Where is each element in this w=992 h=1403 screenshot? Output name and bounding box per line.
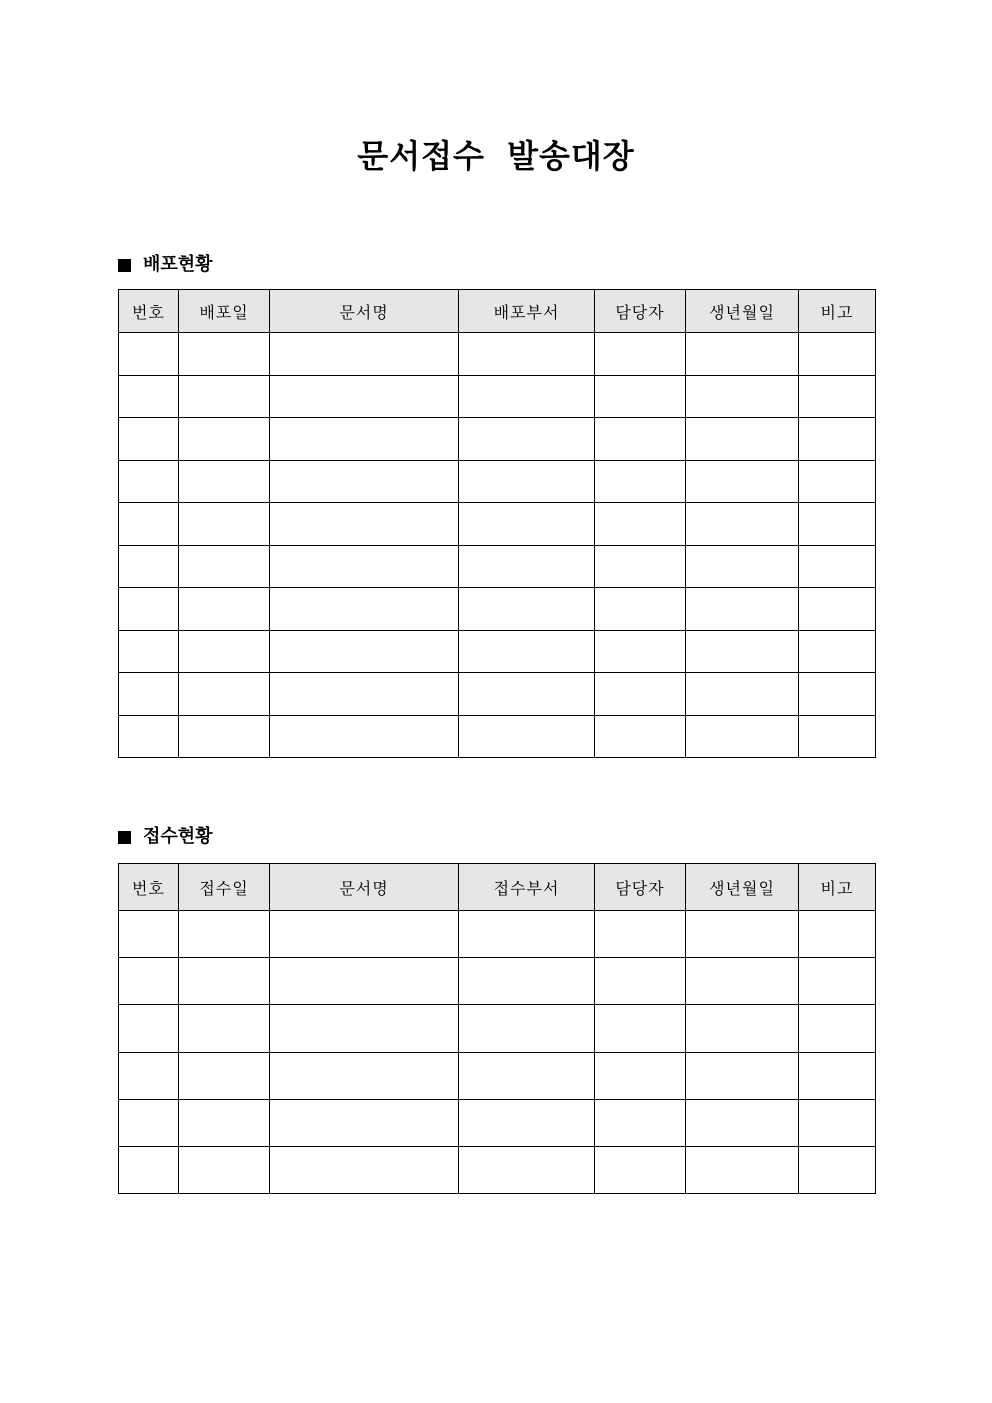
table-cell[interactable] <box>459 630 595 673</box>
table-cell[interactable] <box>686 1146 799 1193</box>
table-cell[interactable] <box>179 1146 270 1193</box>
table-cell[interactable] <box>595 418 686 461</box>
table-cell[interactable] <box>270 1005 459 1052</box>
table-cell[interactable] <box>686 1099 799 1146</box>
table-cell[interactable] <box>119 418 179 461</box>
section-heading-receipt <box>118 825 213 849</box>
table-cell[interactable] <box>686 630 799 673</box>
table-cell[interactable] <box>119 1099 179 1146</box>
table-cell[interactable] <box>119 1146 179 1193</box>
table-cell[interactable] <box>459 460 595 503</box>
table-cell[interactable] <box>799 588 876 631</box>
column-header: 생년월일 <box>686 864 799 911</box>
table-row <box>119 673 876 716</box>
table-cell[interactable] <box>595 333 686 376</box>
table-cell[interactable] <box>179 911 270 958</box>
column-header: 배포부서 <box>459 290 595 333</box>
column-header: 생년월일 <box>686 290 799 333</box>
table-cell[interactable] <box>179 545 270 588</box>
table-row <box>119 460 876 503</box>
table-cell[interactable] <box>799 503 876 546</box>
table-cell[interactable] <box>119 630 179 673</box>
table-cell[interactable] <box>270 333 459 376</box>
table-cell[interactable] <box>686 715 799 758</box>
table-row <box>119 375 876 418</box>
table-cell[interactable] <box>459 588 595 631</box>
table-cell[interactable] <box>799 545 876 588</box>
table-row <box>119 911 876 958</box>
table-row <box>119 630 876 673</box>
column-header: 담당자 <box>595 864 686 911</box>
table-cell[interactable] <box>179 1099 270 1146</box>
table-cell[interactable] <box>270 958 459 1005</box>
column-header: 비고 <box>799 864 876 911</box>
table-cell[interactable] <box>459 715 595 758</box>
table-cell[interactable] <box>595 460 686 503</box>
table-cell[interactable] <box>459 1052 595 1099</box>
table-cell[interactable] <box>595 958 686 1005</box>
table-cell[interactable] <box>459 911 595 958</box>
table-cell[interactable] <box>686 503 799 546</box>
table-row <box>119 1146 876 1193</box>
table-cell[interactable] <box>119 333 179 376</box>
table-cell[interactable] <box>119 545 179 588</box>
table-cell[interactable] <box>799 418 876 461</box>
table-cell[interactable] <box>270 418 459 461</box>
table-cell[interactable] <box>119 460 179 503</box>
table-cell[interactable] <box>119 911 179 958</box>
column-header: 비고 <box>799 290 876 333</box>
table-cell[interactable] <box>119 715 179 758</box>
receipt-table <box>118 863 876 1194</box>
table-cell[interactable] <box>799 673 876 716</box>
table-row <box>119 418 876 461</box>
table-cell[interactable] <box>595 503 686 546</box>
table-cell[interactable] <box>119 375 179 418</box>
table-cell[interactable] <box>686 333 799 376</box>
table-cell[interactable] <box>595 1146 686 1193</box>
table-cell[interactable] <box>179 418 270 461</box>
table-cell[interactable] <box>459 958 595 1005</box>
table-row <box>119 588 876 631</box>
table-cell[interactable] <box>686 1052 799 1099</box>
table-cell[interactable] <box>799 333 876 376</box>
table-row <box>119 1052 876 1099</box>
table-cell[interactable] <box>799 1052 876 1099</box>
table-cell[interactable] <box>459 333 595 376</box>
table-cell[interactable] <box>799 911 876 958</box>
table-cell[interactable] <box>595 1052 686 1099</box>
table-cell[interactable] <box>119 673 179 716</box>
table-cell[interactable] <box>270 588 459 631</box>
table-cell[interactable] <box>686 588 799 631</box>
table-cell[interactable] <box>686 460 799 503</box>
table-row <box>119 1005 876 1052</box>
table-row <box>119 503 876 546</box>
table-cell[interactable] <box>270 1099 459 1146</box>
table-cell[interactable] <box>595 715 686 758</box>
table-cell[interactable] <box>686 1005 799 1052</box>
table-cell[interactable] <box>270 673 459 716</box>
table-row <box>119 333 876 376</box>
table-cell[interactable] <box>179 958 270 1005</box>
table-header-row <box>119 290 876 333</box>
table-cell[interactable] <box>686 911 799 958</box>
table-cell[interactable] <box>270 1052 459 1099</box>
table-cell[interactable] <box>459 375 595 418</box>
table-cell[interactable] <box>270 503 459 546</box>
table-cell[interactable] <box>119 1052 179 1099</box>
table-cell[interactable] <box>799 1005 876 1052</box>
table-cell[interactable] <box>686 545 799 588</box>
table-cell[interactable] <box>686 418 799 461</box>
table-row <box>119 1099 876 1146</box>
table-cell[interactable] <box>686 958 799 1005</box>
table-cell[interactable] <box>686 673 799 716</box>
table-cell[interactable] <box>595 375 686 418</box>
page-title: 문서접수 발송대장 <box>357 137 635 175</box>
column-header: 담당자 <box>595 290 686 333</box>
table-cell[interactable] <box>799 715 876 758</box>
table-cell[interactable] <box>119 958 179 1005</box>
table-cell[interactable] <box>270 715 459 758</box>
table-cell[interactable] <box>799 630 876 673</box>
table-cell[interactable] <box>459 418 595 461</box>
table-cell[interactable] <box>799 1146 876 1193</box>
table-cell[interactable] <box>179 1052 270 1099</box>
square-bullet-icon <box>118 259 131 272</box>
table-cell[interactable] <box>686 375 799 418</box>
table-row <box>119 715 876 758</box>
column-header: 배포일 <box>179 290 270 333</box>
table-cell[interactable] <box>595 1099 686 1146</box>
table-row <box>119 958 876 1005</box>
column-header: 번호 <box>119 290 179 333</box>
table-cell[interactable] <box>270 460 459 503</box>
column-header: 접수일 <box>179 864 270 911</box>
table-cell[interactable] <box>179 460 270 503</box>
table-cell[interactable] <box>119 588 179 631</box>
table-cell[interactable] <box>270 375 459 418</box>
table-cell[interactable] <box>799 460 876 503</box>
table-cell[interactable] <box>179 503 270 546</box>
table-cell[interactable] <box>595 588 686 631</box>
column-header: 문서명 <box>270 290 459 333</box>
table-cell[interactable] <box>119 1005 179 1052</box>
table-cell[interactable] <box>179 715 270 758</box>
table-cell[interactable] <box>595 673 686 716</box>
table-cell[interactable] <box>270 630 459 673</box>
table-header-row <box>119 864 876 911</box>
table-cell[interactable] <box>179 588 270 631</box>
table-cell[interactable] <box>595 545 686 588</box>
column-header: 번호 <box>119 864 179 911</box>
distribution-table <box>118 289 876 758</box>
section-heading-distribution <box>118 253 213 277</box>
table-cell[interactable] <box>459 1146 595 1193</box>
table-cell[interactable] <box>179 375 270 418</box>
section-heading-label: 접수현황 <box>143 826 213 847</box>
table-row <box>119 545 876 588</box>
table-cell[interactable] <box>179 333 270 376</box>
section-heading-label: 배포현황 <box>143 254 213 275</box>
square-bullet-icon <box>118 831 131 844</box>
table-cell[interactable] <box>595 630 686 673</box>
table-cell[interactable] <box>799 375 876 418</box>
table-cell[interactable] <box>270 545 459 588</box>
table-cell[interactable] <box>459 503 595 546</box>
table-cell[interactable] <box>179 630 270 673</box>
table-cell[interactable] <box>459 1005 595 1052</box>
table-cell[interactable] <box>179 1005 270 1052</box>
table-cell[interactable] <box>799 1099 876 1146</box>
table-cell[interactable] <box>459 545 595 588</box>
table-cell[interactable] <box>459 673 595 716</box>
table-cell[interactable] <box>595 1005 686 1052</box>
column-header: 문서명 <box>270 864 459 911</box>
column-header: 접수부서 <box>459 864 595 911</box>
table-cell[interactable] <box>595 911 686 958</box>
table-cell[interactable] <box>799 958 876 1005</box>
table-cell[interactable] <box>459 1099 595 1146</box>
table-cell[interactable] <box>179 673 270 716</box>
table-cell[interactable] <box>270 1146 459 1193</box>
table-cell[interactable] <box>270 911 459 958</box>
table-cell[interactable] <box>119 503 179 546</box>
